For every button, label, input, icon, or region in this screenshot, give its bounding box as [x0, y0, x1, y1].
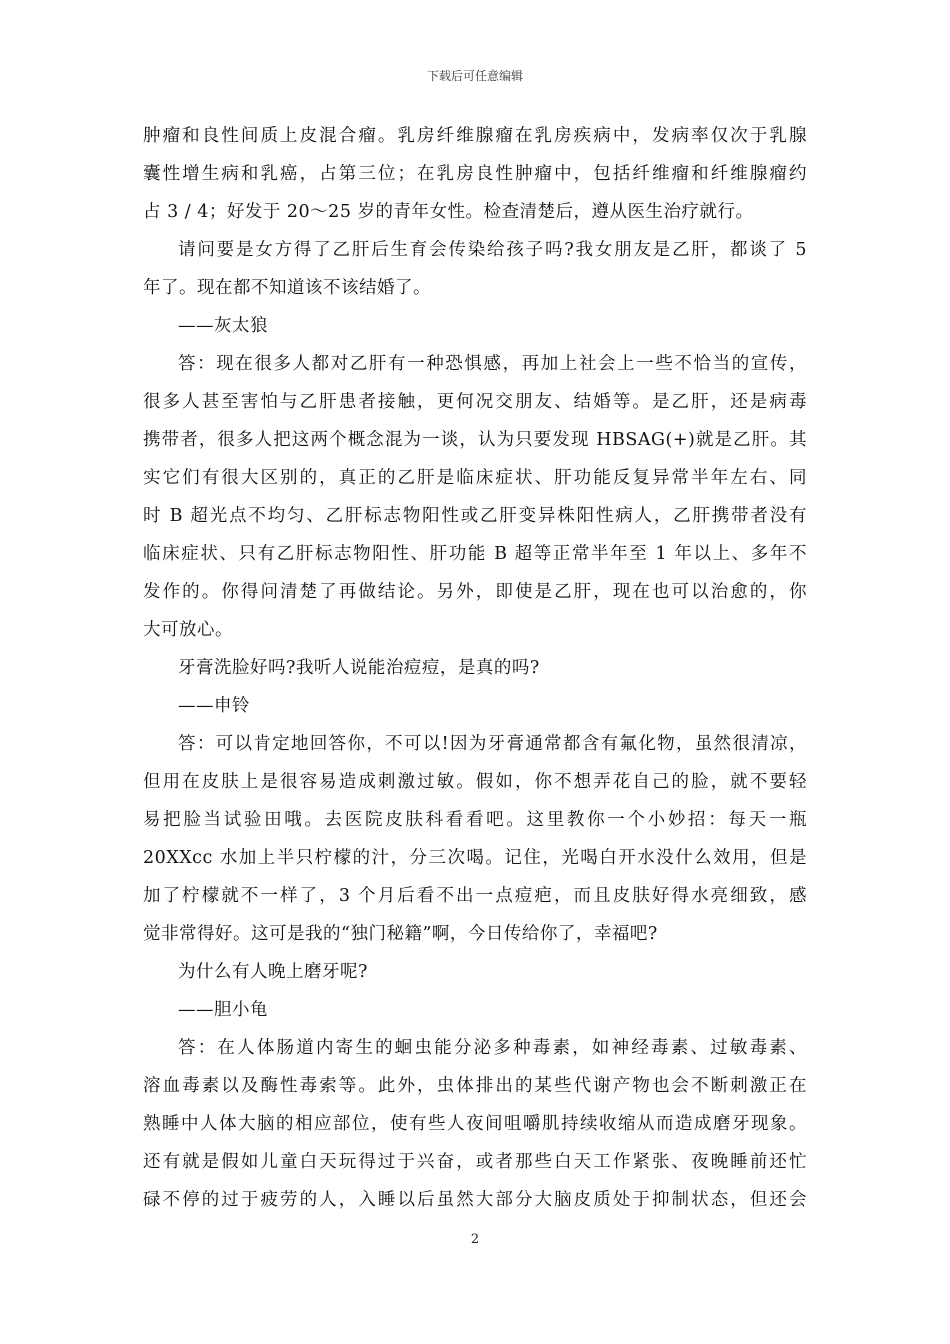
text-line: 溶血毒素以及酶性毒索等。此外，虫体排出的某些代谢产物也会不断刺激正在: [143, 1076, 807, 1096]
text-line: 发作的。你得问清楚了再做结论。另外，即使是乙肝，现在也可以治愈的，你: [143, 582, 807, 602]
text-line: 熟睡中人体大脑的相应部位，使有些人夜间咀嚼肌持续收缩从而造成磨牙现象。: [143, 1114, 807, 1134]
text-line: 临床症状、只有乙肝标志物阳性、肝功能 B 超等正常半年至 1 年以上、多年不: [143, 544, 807, 564]
text-line: 年了。现在都不知道该不该结婚了。: [143, 278, 431, 298]
text-line: 20XXcc 水加上半只柠檬的汁，分三次喝。记住，光喝白开水没什么效用，但是: [143, 848, 807, 868]
text-line: 还有就是假如儿童白天玩得过于兴奋，或者那些白天工作紧张、夜晚睡前还忙: [143, 1152, 807, 1172]
text-line: 碌不停的过于疲劳的人，入睡以后虽然大部分大脑皮质处于抑制状态，但还会: [143, 1190, 807, 1210]
text-line: 但用在皮肤上是很容易造成刺激过敏。假如，你不想弄花自己的脸，就不要轻: [143, 772, 807, 792]
document-body: [143, 117, 807, 1219]
text-line: 携带者，很多人把这两个概念混为一谈，认为只要发现 HBSAG(+)就是乙肝。其: [143, 430, 807, 450]
text-line: ——灰太狼: [178, 316, 268, 336]
text-line: 实它们有很大区别的，真正的乙肝是临床症状、肝功能反复异常半年左右、同: [143, 468, 807, 488]
text-line: 牙膏洗脸好吗?我听人说能治痘痘，是真的吗?: [178, 658, 540, 678]
text-line: 答：可以肯定地回答你，不可以!因为牙膏通常都含有氟化物，虽然很清凉，: [178, 734, 807, 754]
text-line: 加了柠檬就不一样了，3 个月后看不出一点痘疤，而且皮肤好得水亮细致，感: [143, 886, 807, 906]
text-line: 答：在人体肠道内寄生的蛔虫能分泌多种毒素，如神经毒素、过敏毒素、: [178, 1038, 807, 1058]
text-line: 觉非常得好。这可是我的“独门秘籍”啊，今日传给你了，幸福吧?: [143, 924, 658, 944]
text-line: ——申铃: [178, 696, 250, 716]
text-line: 大可放心。: [143, 620, 233, 640]
text-line: 肿瘤和良性间质上皮混合瘤。乳房纤维腺瘤在乳房疾病中，发病率仅次于乳腺: [143, 126, 807, 146]
text-line: 时 B 超光点不均匀、乙肝标志物阳性或乙肝变异株阳性病人，乙肝携带者没有: [143, 506, 807, 526]
text-line: 为什么有人晚上磨牙呢?: [178, 962, 368, 982]
text-line: 请问要是女方得了乙肝后生育会传染给孩子吗?我女朋友是乙肝，都谈了 5: [178, 240, 807, 260]
text-line: 易把脸当试验田哦。去医院皮肤科看看吧。这里教你一个小妙招：每天一瓶: [143, 810, 807, 830]
text-line: 囊性增生病和乳癌，占第三位；在乳房良性肿瘤中，包括纤维瘤和纤维腺瘤约: [143, 164, 807, 184]
text-line: ——胆小龟: [178, 1000, 268, 1020]
text-line: 很多人甚至害怕与乙肝患者接触，更何况交朋友、结婚等。是乙肝，还是病毒: [143, 392, 807, 412]
text-line: 答：现在很多人都对乙肝有一种恐惧感，再加上社会上一些不恰当的宣传，: [178, 354, 807, 374]
page-header: 下载后可任意编辑: [426, 69, 523, 83]
text-line: 占 3 / 4；好发于 20～25 岁的青年女性。检查清楚后，遵从医生治疗就行。: [143, 202, 754, 222]
page-number: 2: [470, 1232, 480, 1247]
